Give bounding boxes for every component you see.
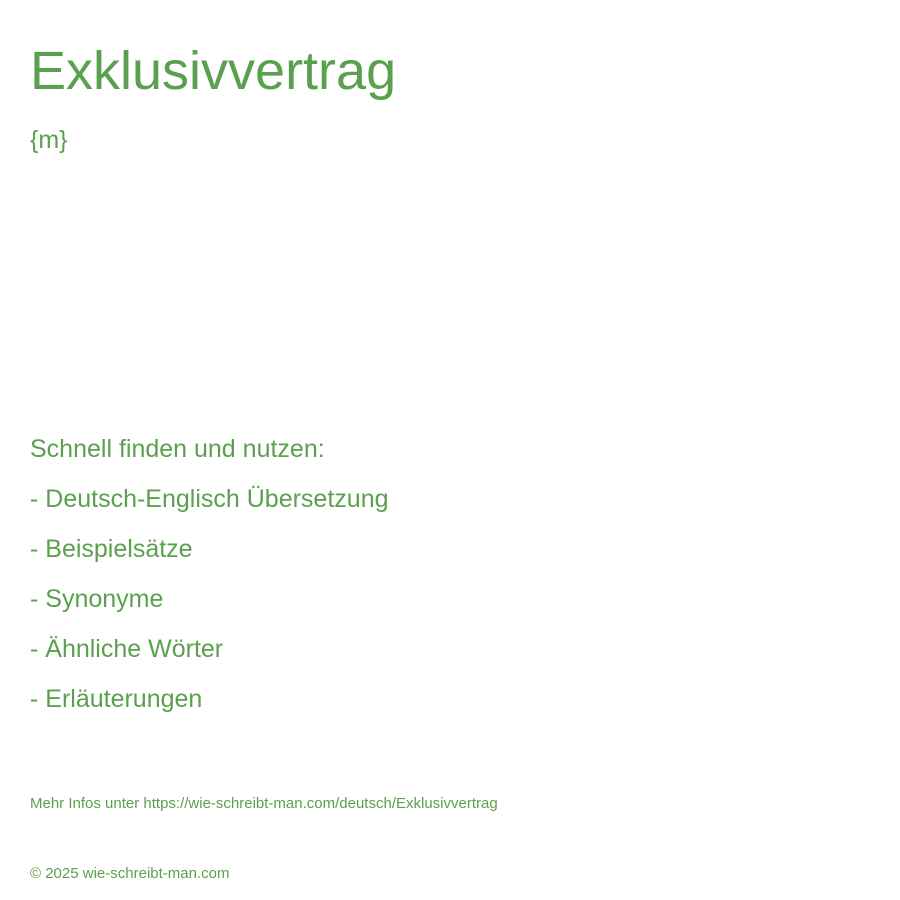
page-title: Exklusivvertrag xyxy=(30,41,397,101)
feature-item-similar-words: - Ähnliche Wörter xyxy=(30,635,224,663)
feature-list-heading: Schnell finden und nutzen: xyxy=(30,435,325,463)
feature-list xyxy=(30,424,389,724)
feature-item-synonyms: - Synonyme xyxy=(30,585,164,613)
grammatical-gender: {m} xyxy=(30,126,68,154)
feature-item-translation: - Deutsch-Englisch Übersetzung xyxy=(30,485,389,513)
feature-item-explanations: - Erläuterungen xyxy=(30,685,203,713)
feature-item-example-sentences: - Beispielsätze xyxy=(30,535,193,563)
more-info-text: Mehr Infos unter https://wie-schreibt-man.com/deutsch/Exklusivvertrag xyxy=(30,795,498,812)
copyright-text: © 2025 wie-schreibt-man.com xyxy=(30,865,230,882)
